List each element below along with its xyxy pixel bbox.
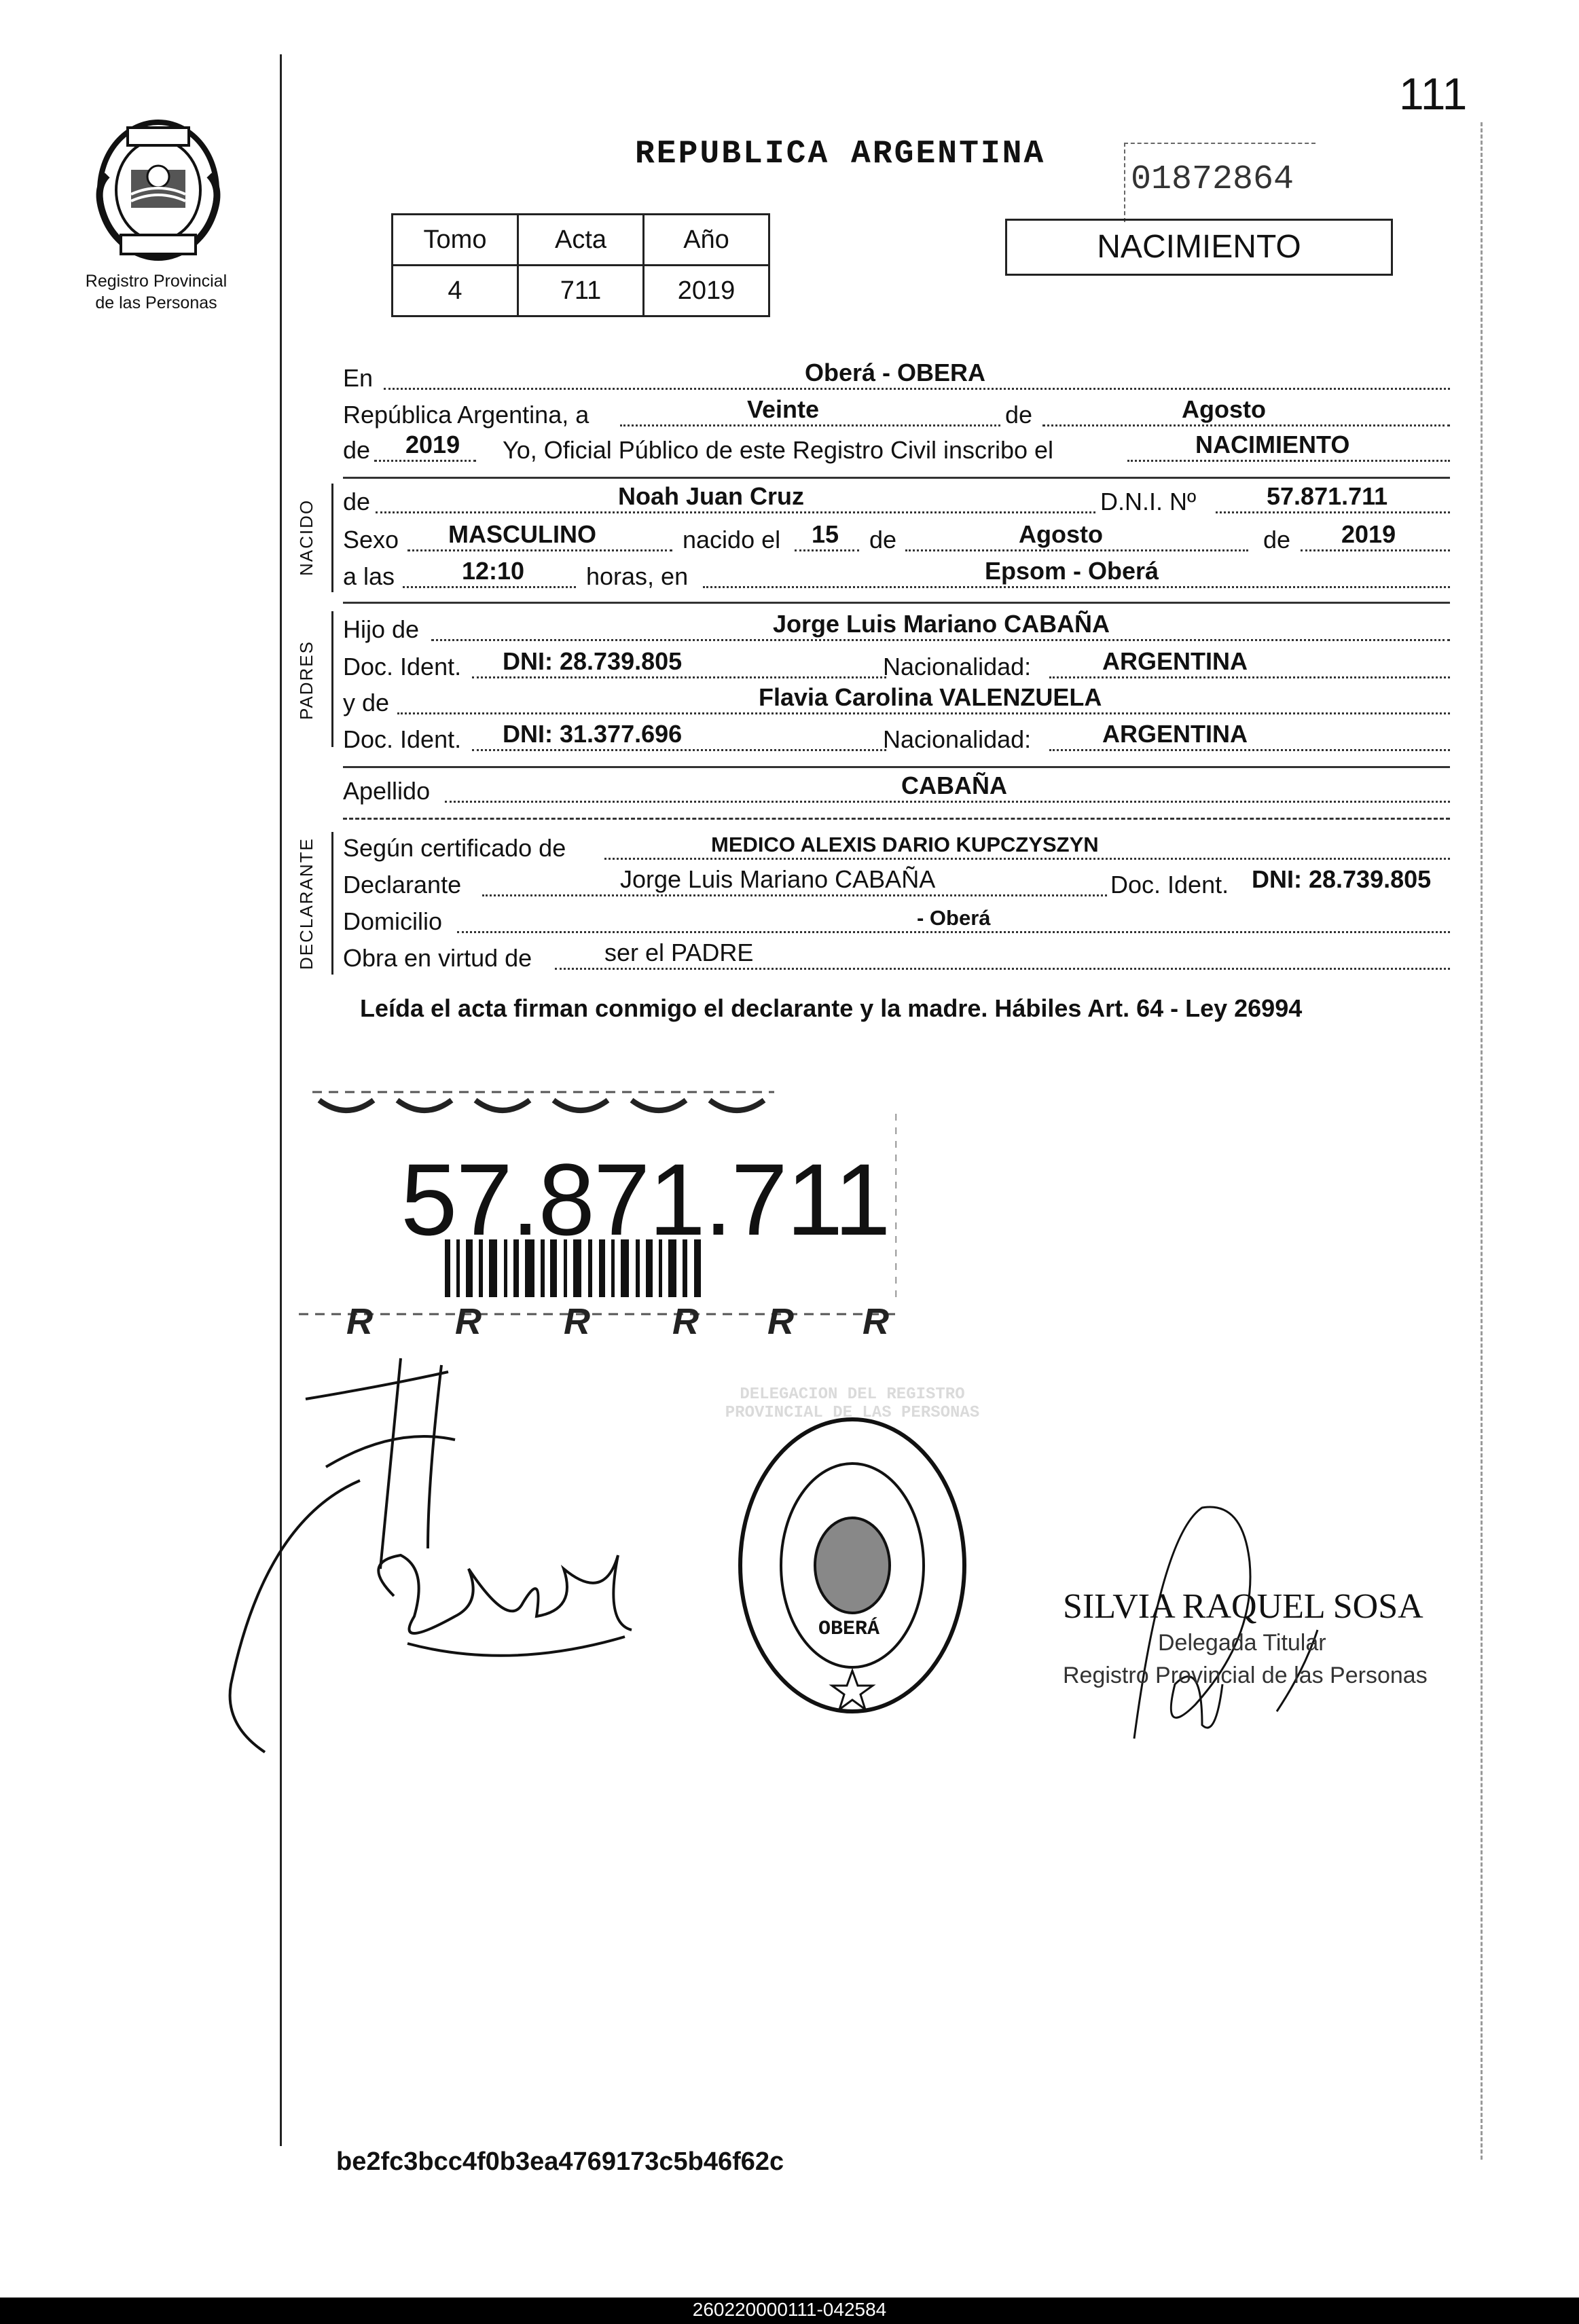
certificado-value: MEDICO ALEXIS DARIO KUPCZYSZYN bbox=[711, 833, 1099, 856]
registry-header-acta: Acta bbox=[518, 215, 644, 266]
dots bbox=[384, 388, 1450, 390]
madre-nacionalidad-value: ARGENTINA bbox=[1102, 720, 1248, 748]
row-domicilio bbox=[343, 903, 1450, 939]
nacido-el-label: nacido el bbox=[683, 526, 781, 553]
padre-nacionalidad-value: ARGENTINA bbox=[1102, 647, 1248, 675]
declarante-value: Jorge Luis Mariano CABAÑA bbox=[620, 865, 936, 893]
official-org: Registro Provincial de las Personas bbox=[1063, 1663, 1428, 1688]
stamp-text bbox=[703, 1385, 1002, 1422]
nombre-value: Noah Juan Cruz bbox=[618, 482, 805, 510]
watermark-letter: R bbox=[564, 1301, 590, 1342]
logo-caption-line2: de las Personas bbox=[95, 293, 217, 312]
inscribo-value: NACIMIENTO bbox=[1195, 431, 1350, 458]
dni-value: 57.871.711 bbox=[1267, 482, 1388, 510]
domicilio-value: - Oberá bbox=[917, 906, 991, 930]
serial-number: 01872864 bbox=[1131, 160, 1294, 199]
dots bbox=[374, 460, 476, 462]
dia-value: 15 bbox=[812, 520, 839, 548]
row-apellido bbox=[343, 773, 1450, 808]
de-label: de bbox=[869, 526, 897, 553]
sexo-label: Sexo bbox=[343, 526, 399, 553]
stamp-text-value: DELEGACION DEL REGISTRO PROVINCIAL DE LAS PERSONAS bbox=[725, 1385, 980, 1422]
dots bbox=[1301, 549, 1450, 551]
dots bbox=[1049, 676, 1450, 678]
de-label: de bbox=[343, 436, 371, 464]
obra-value: ser el PADRE bbox=[604, 939, 754, 966]
dots bbox=[555, 968, 1450, 970]
dots bbox=[703, 586, 1450, 588]
section-bracket bbox=[331, 611, 333, 747]
section-separator bbox=[343, 766, 1450, 768]
right-edge-dashes bbox=[1481, 122, 1483, 2160]
section-separator bbox=[343, 602, 1450, 604]
dots bbox=[397, 712, 1450, 714]
dots bbox=[472, 749, 886, 751]
registry-header-tomo: Tomo bbox=[393, 215, 518, 266]
doc-ident-label: Doc. Ident. bbox=[343, 653, 462, 680]
certificado-label: Según certificado de bbox=[343, 834, 566, 862]
province-seal-logo bbox=[80, 114, 236, 267]
row-certificado bbox=[343, 830, 1450, 865]
watermark-letter: R bbox=[863, 1301, 889, 1342]
official-stamp bbox=[730, 1409, 975, 1722]
registry-acta: 711 bbox=[518, 266, 644, 316]
section-label-declarante: DECLARANTE bbox=[296, 837, 316, 970]
dots bbox=[407, 549, 672, 551]
row-sexo bbox=[343, 522, 1450, 557]
row-hora bbox=[343, 558, 1450, 594]
barcode-watermark-row bbox=[333, 1301, 896, 1341]
sexo-value: MASCULINO bbox=[448, 520, 596, 548]
declarante-doc-label: Doc. Ident. bbox=[1110, 871, 1229, 898]
nacionalidad-label: Nacionalidad: bbox=[883, 725, 1032, 753]
section-bracket bbox=[331, 484, 333, 592]
mes-value: Agosto bbox=[1182, 395, 1266, 423]
margin-line bbox=[280, 54, 282, 2146]
closing-statement: Leída el acta firman conmigo el declarante y la madre. Hábiles Art. 64 - Ley 26994 bbox=[360, 994, 1303, 1022]
row-obra bbox=[343, 940, 1450, 975]
apellido-value: CABAÑA bbox=[901, 771, 1007, 799]
page-title: REPUBLICA ARGENTINA bbox=[635, 136, 1046, 173]
stamp-city: OBERÁ bbox=[818, 1618, 880, 1641]
hijo-de-label: Hijo de bbox=[343, 615, 420, 643]
watermark-letter: R bbox=[455, 1301, 482, 1342]
declarant-signature bbox=[224, 1345, 713, 1793]
registry-table bbox=[391, 213, 770, 317]
section-separator bbox=[343, 477, 1450, 479]
logo-caption-line1: Registro Provincial bbox=[85, 272, 228, 291]
yo-text: Yo, Oficial Público de este Registro Civil inscribo el bbox=[503, 436, 1054, 464]
barcode-number: 57.871.711 bbox=[401, 1142, 890, 1256]
registry-anio: 2019 bbox=[644, 266, 769, 316]
obra-label: Obra en virtud de bbox=[343, 944, 532, 972]
dots bbox=[472, 676, 886, 678]
row-padre-doc bbox=[343, 649, 1450, 684]
row-hijo-de bbox=[343, 611, 1450, 647]
watermark-letter: R bbox=[767, 1301, 794, 1342]
dots bbox=[620, 424, 1000, 426]
anio-nacimiento-value: 2019 bbox=[1341, 520, 1396, 548]
padre-value: Jorge Luis Mariano CABAÑA bbox=[773, 610, 1110, 638]
nacionalidad-label: Nacionalidad: bbox=[883, 653, 1032, 680]
madre-doc-value: DNI: 31.377.696 bbox=[503, 720, 683, 748]
official-role: Delegada Titular bbox=[1158, 1630, 1326, 1656]
dots bbox=[445, 801, 1450, 803]
section-separator bbox=[343, 818, 1450, 820]
section-label-padres: PADRES bbox=[296, 640, 316, 720]
logo-caption bbox=[68, 270, 244, 314]
de-label: de bbox=[1263, 526, 1291, 553]
watermark-letter: R bbox=[672, 1301, 699, 1342]
dots bbox=[1049, 749, 1450, 751]
apellido-label: Apellido bbox=[343, 777, 431, 805]
mes-nacimiento-value: Agosto bbox=[1019, 520, 1103, 548]
registry-tomo: 4 bbox=[393, 266, 518, 316]
row-y-de bbox=[343, 685, 1450, 720]
lugar-nacimiento-value: Epsom - Oberá bbox=[985, 557, 1159, 585]
row-de-anio bbox=[343, 432, 1450, 467]
section-bracket bbox=[331, 832, 333, 975]
dots bbox=[482, 894, 1107, 896]
registry-header-anio: Año bbox=[644, 215, 769, 266]
dots bbox=[1042, 424, 1450, 426]
de-label: de bbox=[343, 488, 371, 515]
dots bbox=[1216, 511, 1450, 513]
declarante-label: Declarante bbox=[343, 871, 462, 898]
row-republica bbox=[343, 397, 1450, 432]
watermark-letter: R bbox=[346, 1301, 373, 1342]
domicilio-label: Domicilio bbox=[343, 907, 443, 935]
dots bbox=[457, 931, 1450, 933]
dni-label: D.N.I. Nº bbox=[1100, 488, 1197, 515]
dia-texto-value: Veinte bbox=[747, 395, 820, 423]
official-name: SILVIA RAQUEL SOSA bbox=[1063, 1587, 1423, 1626]
row-madre-doc bbox=[343, 721, 1450, 757]
document-hash: be2fc3bcc4f0b3ea4769173c5b46f62c bbox=[336, 2147, 784, 2176]
doc-ident-label: Doc. Ident. bbox=[343, 725, 462, 753]
dots bbox=[1127, 460, 1450, 462]
registry-value-row bbox=[393, 266, 769, 316]
dots bbox=[376, 511, 1095, 513]
footer-code: 260220000111-042584 bbox=[692, 2299, 887, 2320]
dots bbox=[431, 639, 1450, 641]
row-en bbox=[343, 360, 1450, 395]
padre-doc-value: DNI: 28.739.805 bbox=[503, 647, 683, 675]
republica-label: República Argentina, a bbox=[343, 401, 589, 429]
en-label: En bbox=[343, 364, 374, 392]
dots bbox=[905, 549, 1248, 551]
lugar-value: Oberá - OBERA bbox=[805, 359, 986, 386]
y-de-label: y de bbox=[343, 689, 390, 716]
page-number: 111 bbox=[1399, 69, 1468, 119]
anio-value: 2019 bbox=[405, 431, 460, 458]
dots bbox=[795, 549, 859, 551]
madre-value: Flavia Carolina VALENZUELA bbox=[759, 683, 1102, 711]
dots bbox=[604, 858, 1450, 860]
doc-type-box: NACIMIENTO bbox=[1005, 219, 1393, 276]
hora-value: 12:10 bbox=[462, 557, 525, 585]
registry-header-row bbox=[393, 215, 769, 266]
dots bbox=[403, 586, 576, 588]
declarante-doc-value: DNI: 28.739.805 bbox=[1252, 865, 1432, 893]
row-nombre bbox=[343, 484, 1450, 519]
horas-en-label: horas, en bbox=[586, 562, 689, 590]
de-label: de bbox=[1005, 401, 1033, 429]
a-las-label: a las bbox=[343, 562, 395, 590]
section-label-nacido: NACIDO bbox=[296, 498, 316, 576]
row-declarante bbox=[343, 867, 1450, 902]
